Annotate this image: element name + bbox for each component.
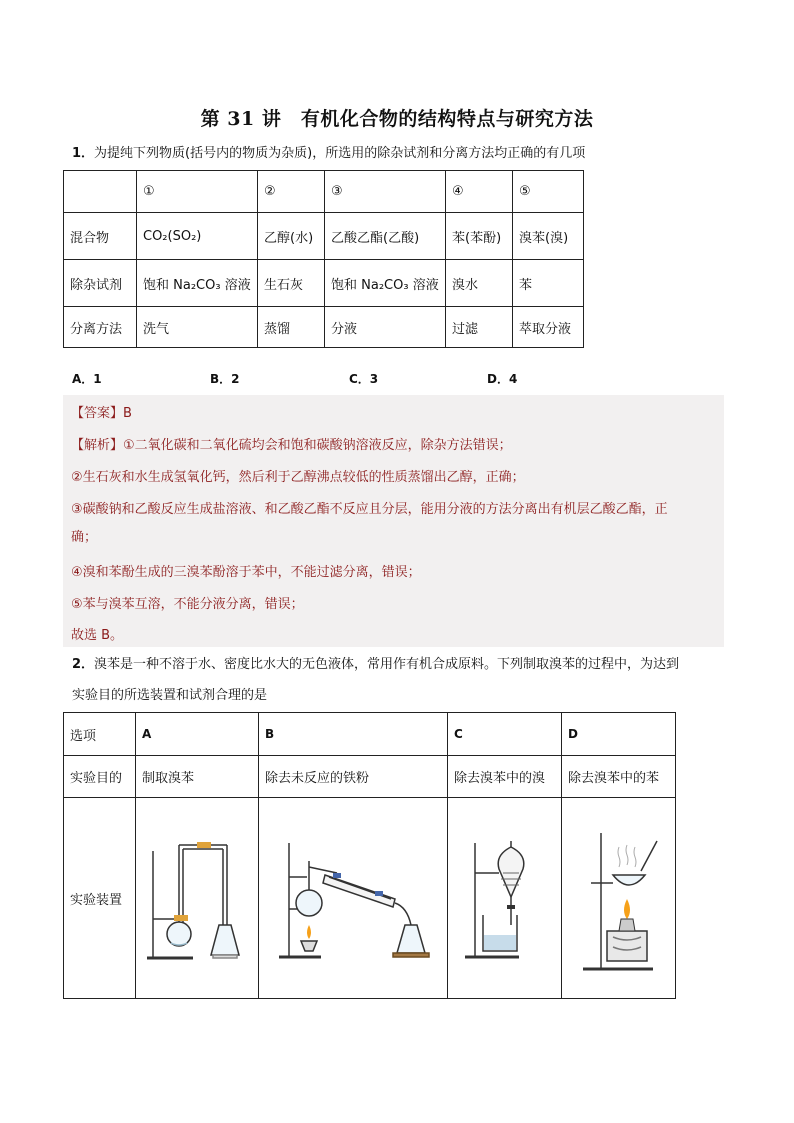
explanation-line: ⑤苯与溴苯互溶，不能分液分离，错误； (71, 597, 304, 612)
table-cell: 蒸馏 (258, 307, 325, 348)
table-row (64, 171, 584, 213)
explanation-line: ③碳酸钠和乙酸反应生成盐溶液、和乙酸乙酯不反应且分层，能用分液的方法分离出有机层乙酸乙酯，正 (71, 502, 668, 517)
table-cell: ③ (325, 171, 446, 213)
table-cell: 实验目的 (64, 756, 136, 798)
option-b[interactable]: B．2 (210, 372, 240, 386)
apparatus-d-cell (562, 798, 676, 999)
purification-table (63, 170, 584, 348)
page-title: 第 31 讲 有机化合物的结构特点与研究方法 (200, 108, 594, 130)
table-cell: 乙酸乙酯(乙酸) (325, 213, 446, 260)
table-cell: B (259, 713, 448, 756)
separatory-funnel-apparatus-c (455, 833, 555, 963)
distillation-condenser-apparatus-b (265, 833, 441, 963)
question-text: 为提纯下列物质(括号内的物质为杂质)，所选用的除杂试剂和分离方法均正确的有几项 (94, 146, 586, 161)
table-row (64, 213, 584, 260)
table-cell: 除去溴苯中的苯 (562, 756, 676, 798)
option-c[interactable]: C．3 (349, 372, 379, 386)
table-cell: 溴苯(溴) (513, 213, 584, 260)
distillation-flask-apparatus-a (145, 833, 249, 963)
table-cell: 饱和 Na₂CO₃ 溶液 (137, 260, 258, 307)
question-2 (72, 655, 732, 675)
apparatus-b-cell (259, 798, 448, 999)
table-cell: 苯(苯酚) (446, 213, 513, 260)
table-cell: 制取溴苯 (136, 756, 259, 798)
table-cell: 混合物 (64, 213, 137, 260)
table-cell: 除去溴苯中的溴 (448, 756, 562, 798)
answer-line: 【答案】B (71, 406, 132, 421)
table-cell: ⑤ (513, 171, 584, 213)
explanation-line: 【解析】①二氧化碳和二氧化硫均会和饱和碳酸钠溶液反应，除杂方法错误； (71, 438, 512, 453)
explanation-line: 确； (71, 530, 98, 545)
table-cell: A (136, 713, 259, 756)
option-d[interactable]: D．4 (487, 372, 518, 386)
table-cell: ① (137, 171, 258, 213)
table-cell: C (448, 713, 562, 756)
table-cell: 饱和 Na₂CO₃ 溶液 (325, 260, 446, 307)
explanation-line: 故选 B。 (71, 628, 124, 643)
table-cell: 萃取分液 (513, 307, 584, 348)
question-number: 1． (72, 146, 95, 161)
question-text: 溴苯是一种不溶于水、密度比水大的无色液体，常用作有机合成原料。下列制取溴苯的过程中，为达到 (94, 657, 680, 672)
table-row (64, 713, 676, 756)
table-cell: 苯 (513, 260, 584, 307)
question-1 (72, 144, 585, 164)
table-cell: 洗气 (137, 307, 258, 348)
table-cell: 选项 (64, 713, 136, 756)
explanation-line: ②生石灰和水生成氢氧化钙，然后利于乙醇沸点较低的性质蒸馏出乙醇，正确； (71, 470, 525, 485)
apparatus-c-cell (448, 798, 562, 999)
table-cell: CO₂(SO₂) (137, 213, 258, 260)
table-cell: 乙醇(水) (258, 213, 325, 260)
table-cell: 除杂试剂 (64, 260, 137, 307)
table-cell: 过滤 (446, 307, 513, 348)
table-cell: 分离方法 (64, 307, 137, 348)
apparatus-table (63, 712, 676, 999)
table-cell: D (562, 713, 676, 756)
evaporation-apparatus-d (569, 823, 669, 973)
table-cell: 除去未反应的铁粉 (259, 756, 448, 798)
table-row (64, 307, 584, 348)
table-row (64, 798, 676, 999)
answer-explanation-box (63, 395, 724, 647)
table-cell: ④ (446, 171, 513, 213)
option-a[interactable]: A．1 (72, 372, 102, 386)
table-cell: 分液 (325, 307, 446, 348)
table-row (64, 756, 676, 798)
question-number: 2． (72, 657, 95, 672)
table-row (64, 260, 584, 307)
table-cell (64, 171, 137, 213)
table-cell: 生石灰 (258, 260, 325, 307)
apparatus-a-cell (136, 798, 259, 999)
explanation-line: ④溴和苯酚生成的三溴苯酚溶于苯中，不能过滤分离，错误； (71, 565, 421, 580)
table-cell: 溴水 (446, 260, 513, 307)
table-cell: ② (258, 171, 325, 213)
table-cell: 实验装置 (64, 798, 136, 999)
question-2-cont: 实验目的所选装置和试剂合理的是 (72, 688, 268, 703)
